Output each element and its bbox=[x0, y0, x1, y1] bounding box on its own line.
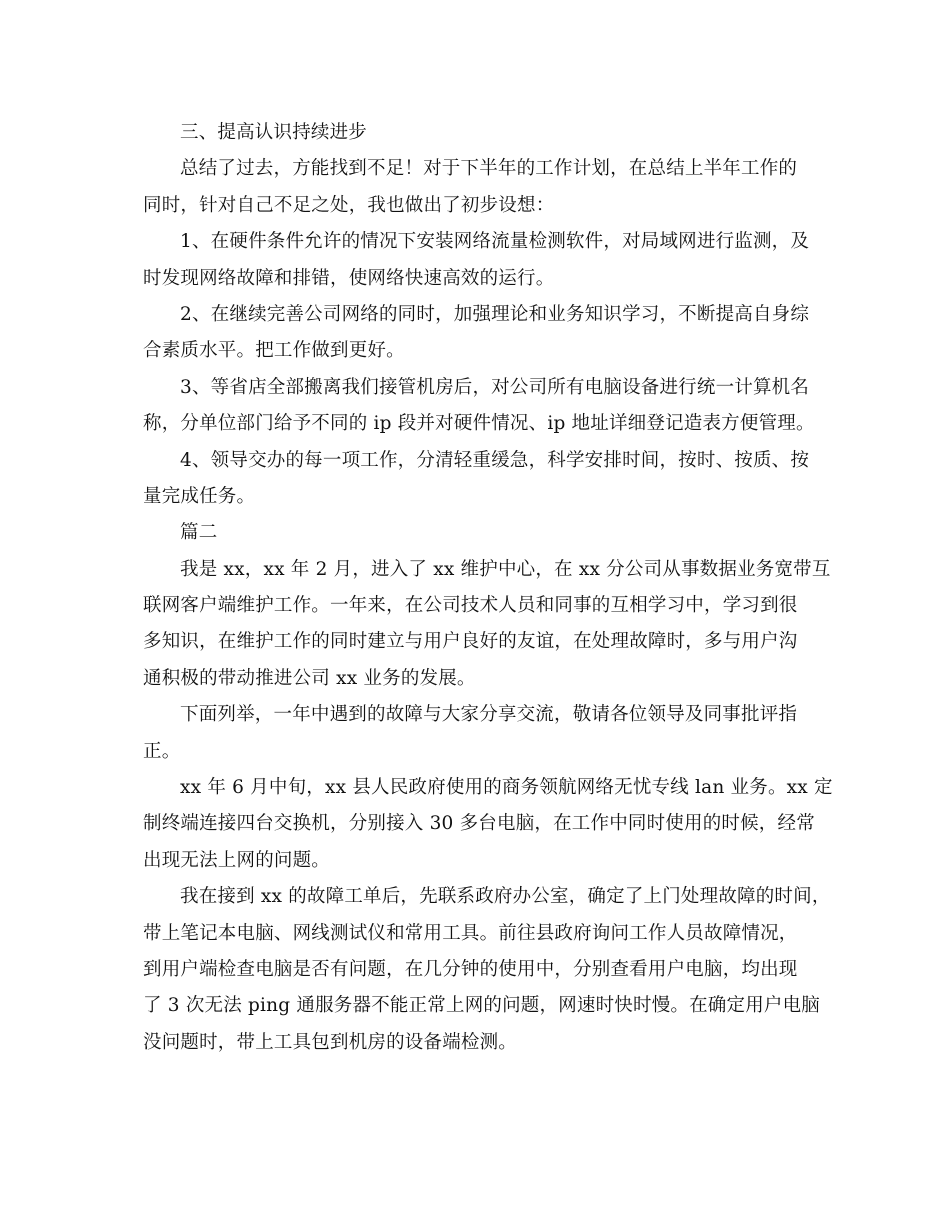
section-heading: 三、提高认识持续进步 bbox=[180, 122, 368, 143]
paragraph-line: 联网客户端维护工作。一年来，在公司技术人员和同事的互相学习中，学习到很 bbox=[143, 595, 798, 617]
paragraph-line: 到用户端检查电脑是否有问题，在几分钟的使用中，分别查看用户电脑，均出现 bbox=[143, 958, 798, 980]
section-heading: 篇二 bbox=[180, 522, 218, 544]
paragraph-line: 总结了过去，方能找到不足！对于下半年的工作计划，在总结上半年工作的 bbox=[180, 158, 798, 180]
paragraph-line: 我是 xx，xx 年 2 月，进入了 xx 维护中心，在 xx 分公司从事数据业务宽带互 bbox=[180, 558, 831, 580]
paragraph-line: 合素质水平。把工作做到更好。 bbox=[143, 340, 405, 362]
paragraph-line: 制终端连接四台交换机，分别接入 30 多台电脑，在工作中同时使用的时候，经常 bbox=[143, 813, 815, 835]
paragraph-line: 我在接到 xx 的故障工单后，先联系政府办公室，确定了上门处理故障的时间， bbox=[180, 886, 831, 908]
document-body bbox=[143, 115, 833, 1061]
paragraph-line: 没问题时，带上工具包到机房的设备端检测。 bbox=[143, 1031, 518, 1053]
paragraph-line: 时发现网络故障和排错，使网络快速高效的运行。 bbox=[143, 267, 555, 289]
paragraph-line: 多知识，在维护工作的同时建立与用户良好的友谊，在处理故障时，多与用户沟 bbox=[143, 631, 798, 653]
paragraph-line: 量完成任务。 bbox=[143, 485, 256, 507]
paragraph-line: 称，分单位部门给予不同的 ip 段并对硬件情况、ip 地址详细登记造表方便管理。 bbox=[143, 413, 815, 435]
paragraph-line: xx 年 6 月中旬，xx 县人民政府使用的商务领航网络无忧专线 lan 业务。xx 定 bbox=[180, 777, 833, 799]
paragraph-line: 4、领导交办的每一项工作，分清轻重缓急，科学安排时间，按时、按质、按 bbox=[180, 449, 810, 471]
paragraph-line: 2、在继续完善公司网络的同时，加强理论和业务知识学习，不断提高自身综 bbox=[180, 303, 810, 325]
paragraph-line: 出现无法上网的问题。 bbox=[143, 849, 331, 871]
paragraph-line: 同时，针对自己不足之处，我也做出了初步设想： bbox=[143, 194, 555, 216]
paragraph-line: 3、等省店全部搬离我们接管机房后，对公司所有电脑设备进行统一计算机名 bbox=[180, 376, 810, 398]
paragraph-line: 下面列举，一年中遇到的故障与大家分享交流，敬请各位领导及同事批评指 bbox=[180, 704, 798, 726]
paragraph-line: 1、在硬件条件允许的情况下安装网络流量检测软件，对局域网进行监测，及 bbox=[180, 231, 810, 253]
paragraph-line: 了 3 次无法 ping 通服务器不能正常上网的问题，网速时快时慢。在确定用户电脑 bbox=[143, 995, 821, 1017]
paragraph-line: 正。 bbox=[143, 740, 181, 762]
paragraph-line: 通积极的带动推进公司 xx 业务的发展。 bbox=[143, 667, 476, 689]
paragraph-line: 带上笔记本电脑、网线测试仪和常用工具。前往县政府询问工作人员故障情况， bbox=[143, 922, 798, 944]
